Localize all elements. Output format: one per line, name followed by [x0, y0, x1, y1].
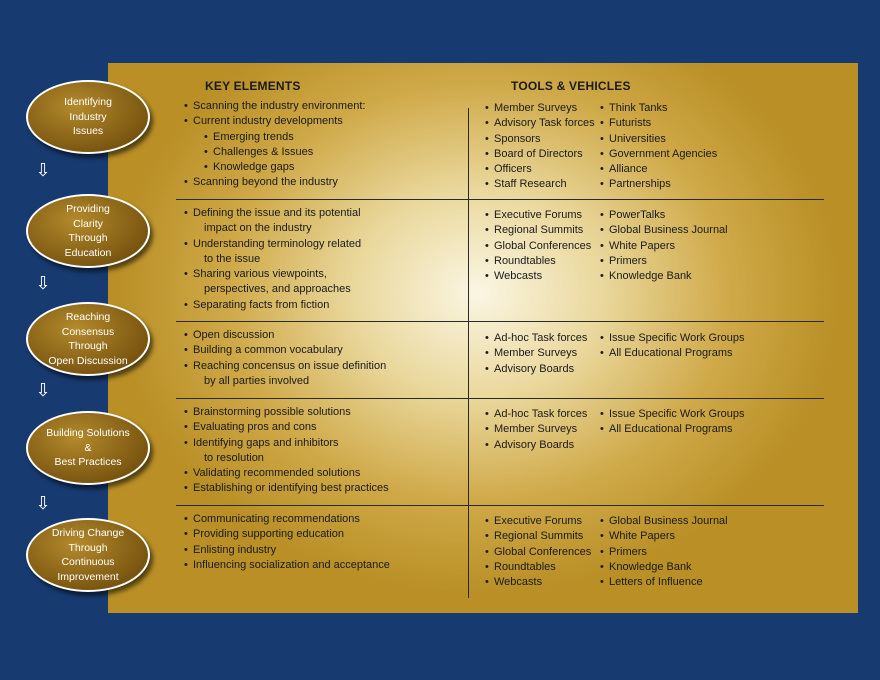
key-element-continuation: by all parties involved [204, 374, 310, 387]
stage-label [48, 95, 128, 139]
key-element-item: • Establishing or identifying best practices [182, 481, 389, 496]
tool-item: • Letters of Influence [598, 575, 728, 590]
row-divider [176, 505, 824, 506]
stage-label [30, 426, 145, 470]
stage-label-line: Identifying [64, 96, 112, 109]
key-element-item: • Brainstorming possible solutions [182, 405, 389, 420]
stage-label-line: Through [68, 340, 108, 352]
tool-item: • Advisory Task forces [483, 116, 595, 131]
key-element-item: • Scanning beyond the industry [182, 175, 365, 190]
tool-item: • Board of Directors [483, 147, 595, 162]
stage-label [36, 526, 140, 584]
key-element-continuation: impact on the industry [204, 222, 312, 235]
tool-item: • Government Agencies [598, 147, 717, 162]
tools-list-5-col1 [483, 514, 591, 590]
stage-label-line: Industry [69, 110, 107, 123]
key-element-item: • Evaluating pros and cons [182, 420, 389, 435]
stage-label-line: Continuous [61, 556, 115, 568]
tool-item: • PowerTalks [598, 208, 728, 223]
tool-item: • Member Surveys [483, 346, 587, 361]
key-elements-header: KEY ELEMENTS [205, 79, 301, 93]
key-element-subitem: • Knowledge gaps [182, 160, 365, 175]
stage-label-line: Consensus [61, 325, 115, 338]
key-elements-list-5 [182, 512, 390, 573]
key-element-item: • Scanning the industry environment: [182, 99, 365, 114]
key-element-item: • Influencing socialization and acceptance [182, 558, 390, 573]
tool-item: • White Papers [598, 529, 728, 544]
tool-item: • Ad-hoc Task forces [483, 331, 587, 346]
tool-item: • Executive Forums [483, 208, 591, 223]
key-element-item: • Building a common vocabulary [182, 343, 386, 358]
tool-item: • Webcasts [483, 575, 591, 590]
column-divider [468, 108, 469, 598]
stage-label-line: Education [64, 246, 112, 259]
key-element-continuation: perspectives, and approaches [204, 283, 351, 296]
tool-item: • Executive Forums [483, 514, 591, 529]
tool-item: • Think Tanks [598, 101, 717, 116]
tool-item: • Advisory Boards [483, 438, 587, 453]
tools-list-3-col2 [598, 331, 745, 362]
key-element-item: • Open discussion [182, 328, 386, 343]
key-element-subitem: • Emerging trends [182, 130, 365, 145]
tool-item: • Issue Specific Work Groups [598, 331, 745, 346]
tools-list-3-col1 [483, 331, 587, 377]
key-element-item: • Identifying gaps and inhibitors [182, 436, 389, 451]
tools-list-5-col2 [598, 514, 728, 590]
stage-reaching-consensus [26, 302, 150, 376]
tool-item: • Global Conferences [483, 239, 591, 254]
stage-label-line: Providing [66, 203, 110, 215]
tools-vehicles-header: TOOLS & VEHICLES [511, 79, 631, 93]
stage-label-line: Through [68, 541, 108, 554]
stage-label-line: Open Discussion [48, 354, 128, 367]
stage-label-line: Through [68, 232, 108, 244]
tool-item: • Alliance [598, 162, 717, 177]
key-element-item: • Current industry developments [182, 114, 365, 129]
tool-item: • Webcasts [483, 269, 591, 284]
tools-list-4-col2 [598, 407, 745, 438]
tool-item: • Knowledge Bank [598, 269, 728, 284]
down-arrow-icon: ⇩ [35, 273, 51, 293]
tools-list-4-col1 [483, 407, 587, 453]
tool-item: • Officers [483, 162, 595, 177]
down-arrow-icon: ⇩ [35, 493, 51, 513]
down-arrow-icon: ⇩ [35, 160, 51, 180]
stage-label-line: & [84, 441, 92, 454]
key-element-item: • Separating facts from fiction [182, 298, 361, 313]
key-element-item: • Communicating recommendations [182, 512, 390, 527]
tool-item: • Universities [598, 132, 717, 147]
tools-list-1-col1 [483, 101, 595, 193]
key-element-subitem: • Challenges & Issues [182, 145, 365, 160]
tool-item: • Roundtables [483, 560, 591, 575]
stage-driving-change [26, 518, 150, 592]
tool-item: • All Educational Programs [598, 346, 745, 361]
stage-label-line: Building Solutions [46, 427, 130, 440]
key-element-item: • Validating recommended solutions [182, 466, 389, 481]
tool-item: • Global Business Journal [598, 223, 728, 238]
row-divider [176, 398, 824, 399]
row-divider [176, 199, 824, 200]
tool-item: • Roundtables [483, 254, 591, 269]
stage-label-line: Issues [72, 125, 104, 138]
tool-item: • Issue Specific Work Groups [598, 407, 745, 422]
tool-item: • Primers [598, 254, 728, 269]
tools-list-2-col2 [598, 208, 728, 284]
tools-list-1-col2 [598, 101, 717, 193]
tool-item: • White Papers [598, 239, 728, 254]
stage-label [49, 202, 128, 260]
stage-label-line: Reaching [65, 311, 111, 323]
tool-item: • Regional Summits [483, 223, 591, 238]
key-element-item: • Reaching concensus on issue definition [182, 359, 386, 374]
key-element-item: • Understanding terminology related [182, 237, 361, 252]
key-element-item: • Sharing various viewpoints, [182, 267, 361, 282]
tool-item: • Global Business Journal [598, 514, 728, 529]
stage-label [32, 310, 143, 368]
tool-item: • Member Surveys [483, 422, 587, 437]
stage-label-line: Driving Change [51, 527, 125, 539]
tool-item: • Knowledge Bank [598, 560, 728, 575]
key-elements-list-2 [182, 206, 361, 313]
tool-item: • Ad-hoc Task forces [483, 407, 587, 422]
tool-item: • All Educational Programs [598, 422, 745, 437]
tool-item: • Staff Research [483, 177, 595, 192]
tool-item: • Partnerships [598, 177, 717, 192]
row-divider [176, 321, 824, 322]
key-element-item: • Enlisting industry [182, 543, 390, 558]
tool-item: • Primers [598, 545, 728, 560]
tool-item: • Member Surveys [483, 101, 595, 116]
tool-item: • Sponsors [483, 132, 595, 147]
key-elements-list-3 [182, 328, 386, 389]
key-element-continuation: to resolution [204, 451, 264, 464]
tool-item: • Advisory Boards [483, 362, 587, 377]
key-element-item: • Defining the issue and its potential [182, 206, 361, 221]
key-elements-list-4 [182, 405, 389, 497]
key-element-item: • Providing supporting education [182, 527, 390, 542]
tool-item: • Regional Summits [483, 529, 591, 544]
stage-label-line: Clarity [73, 217, 103, 230]
key-element-continuation: to the issue [204, 252, 261, 265]
tool-item: • Futurists [598, 116, 717, 131]
stage-building-solutions [26, 411, 150, 485]
stage-label-line: Improvement [57, 570, 119, 583]
tool-item: • Global Conferences [483, 545, 591, 560]
stage-identifying-issues [26, 80, 150, 154]
tools-list-2-col1 [483, 208, 591, 284]
key-elements-list-1 [182, 99, 365, 191]
stage-providing-clarity [26, 194, 150, 268]
down-arrow-icon: ⇩ [35, 380, 51, 400]
stage-label-line: Best Practices [54, 456, 122, 469]
